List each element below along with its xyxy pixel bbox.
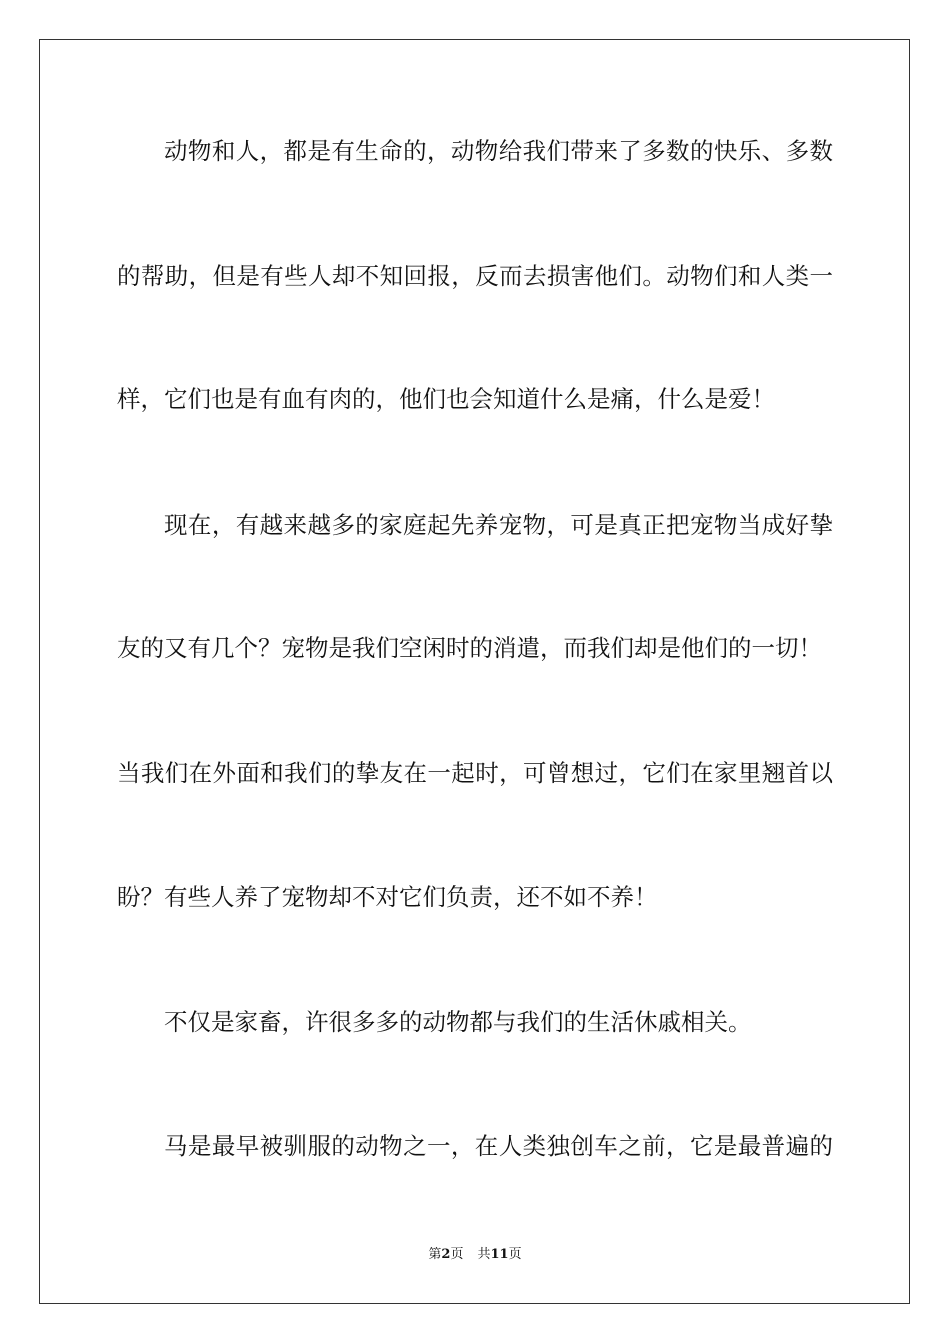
page-border (39, 39, 910, 1304)
total-pages-number: 11 (490, 1247, 509, 1262)
total-prefix: 共 (477, 1247, 491, 1262)
paragraph-3-line-1: 不仅是家畜，许很多多的动物都与我们的生活休戚相关。 (164, 1008, 752, 1036)
paragraph-1-line-3: 样，它们也是有血有肉的，他们也会知道什么是痛，什么是爱！ (117, 385, 775, 413)
paragraph-4-line-1: 马是最早被驯服的动物之一，在人类独创车之前，它是最普遍的 (164, 1132, 833, 1160)
paragraph-2-line-2: 友的又有几个？宠物是我们空闲时的消遣，而我们却是他们的一切！ (117, 634, 822, 662)
paragraph-2-line-4: 盼？有些人养了宠物却不对它们负责，还不如不养！ (117, 883, 658, 911)
paragraph-2-line-1: 现在，有越来越多的家庭起先养宠物，可是真正把宠物当成好挚 (164, 511, 833, 539)
paragraph-2-line-3: 当我们在外面和我们的挚友在一起时，可曾想过，它们在家里翘首以 (117, 759, 833, 787)
paragraph-1-line-2: 的帮助，但是有些人却不知回报，反而去损害他们。动物们和人类一 (117, 262, 833, 290)
page-prefix: 第 (428, 1247, 442, 1262)
total-suffix: 页 (508, 1247, 522, 1262)
page-footer (0, 1246, 950, 1264)
paragraph-1-line-1: 动物和人，都是有生命的，动物给我们带来了多数的快乐、多数 (164, 137, 833, 165)
page-suffix: 页 (450, 1247, 464, 1262)
current-page-number: 2 (441, 1247, 451, 1262)
